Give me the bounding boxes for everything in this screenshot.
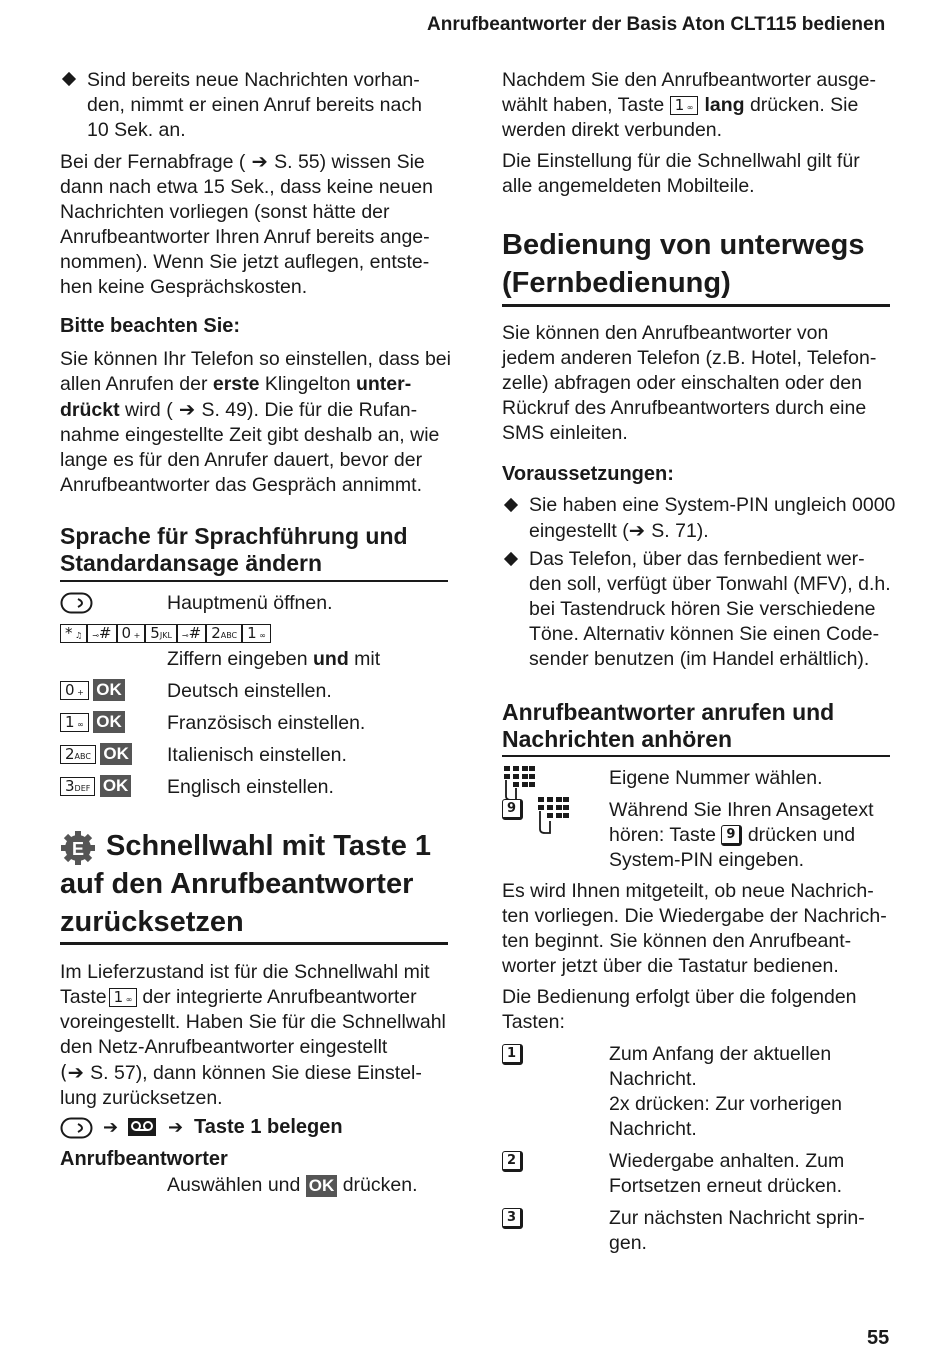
divider [60,942,448,945]
key-1: 1 ∞ [670,96,699,115]
para-line: Sie können den Anrufbeantworter von [502,322,829,344]
key-1: 1 ∞ [60,713,89,732]
divider [60,580,448,582]
paragraph [60,960,455,1111]
arrow-icon: ➔ [103,1117,119,1138]
paragraph [502,149,897,199]
arrow-icon: ➔ [168,1117,184,1138]
para-line: wählt haben, Taste 1 ∞ lang drücken. Sie [502,94,859,116]
desc-line: Wiedergabe anhalten. Zum [609,1150,845,1172]
step-text [609,798,899,873]
ok-key: OK [100,743,132,765]
ok-key: OK [93,711,125,733]
svg-text:E: E [71,839,85,859]
para-line: worter jetzt über die Tastatur bedienen. [502,955,839,977]
language-row [60,743,455,775]
para-line: alle angemeldeten Mobilteile. [502,175,755,197]
para-line: Taste 1 ∞ der integrierte Anrufbeantworter [60,986,417,1008]
para-line: Bei der Fernabfrage ( ➔ S. 55) wissen Sie [60,150,425,173]
step-text: Eigene Nummer wählen. [609,767,823,789]
key-5: 5JKL [145,624,177,643]
para-line: hen keine Gesprächskosten. [60,276,308,298]
menu-key-icon [60,592,94,614]
menu-key-icon [60,1117,94,1139]
bullet-icon [504,552,518,566]
para-line: Nachrichten vorliegen (sonst hätte der [60,201,390,223]
para-line: den Netz-Anrufbeantworter eingestellt [60,1036,388,1058]
para-line: dann nach etwa 15 Sek., dass keine neuen [60,176,433,198]
desc-line: 2x drücken: Zur vorherigen [609,1093,843,1115]
step-line: Während Sie Ihren Ansagetext [609,799,874,821]
key-2: 2 [502,1151,523,1172]
bullet-text [529,547,899,672]
key-sequence [60,624,271,643]
arrow-icon: (➔ [60,1061,91,1084]
key-9: 9 [721,825,742,846]
paragraph [502,321,897,446]
bullet-icon [504,498,518,512]
bullet-text [87,68,457,143]
heading-line: Nachrichten anhören [502,726,733,752]
desc-line: Nachricht. [609,1118,697,1140]
bullet-line: eingestellt (➔ S. 71). [529,519,709,542]
language-label: Französisch einstellen. [167,712,366,734]
section-heading [502,226,865,302]
desc-line: gen. [609,1232,647,1254]
para-line: Die Einstellung für die Schnellwahl gilt für [502,150,860,172]
requirements-title: Voraussetzungen: [502,463,674,485]
key-1: 1 [502,1044,523,1065]
ok-key: OK [306,1175,338,1197]
key-0: 0 + [117,624,146,643]
language-row [60,711,455,743]
heading-line: zurücksetzen [60,906,244,938]
paragraph [502,879,897,979]
option-label: Anrufbeantworter [60,1148,228,1170]
keypad-icon [536,797,570,835]
para-line: werden direkt verbunden. [502,119,723,141]
key-star: * ♫ [60,624,87,643]
bullet-icon [62,72,76,86]
bullet-line: 10 Sek. an. [87,119,186,141]
heading-line: (Fernbedienung) [502,267,731,299]
para-line: zelle) abfragen oder einschalten oder den [502,372,862,394]
key-2: 2ABC [60,745,96,764]
note-line: lange es für den Anrufer dauert, bevor der [60,449,423,471]
bullet-line: Sie haben eine System-PIN ungleich 0000 [529,494,896,516]
key-hash: ⊸# [177,624,206,643]
heading-line: Bedienung von unterwegs [502,229,865,261]
para-line: Nachdem Sie den Anrufbeantworter ausge- [502,69,876,91]
key-0: 0 + [60,681,89,700]
arrow-icon: ➔ [628,519,652,542]
key-3: 3 [502,1208,523,1229]
heading-line: Sprache für Sprachführung und [60,523,408,549]
bullet-text [529,493,899,544]
key-3: 3DEF [60,777,95,796]
para-line: voreingestellt. Haben Sie für die Schnellwahl [60,1011,446,1033]
para-line: ten vorliegen. Die Wiedergabe der Nachrich- [502,905,887,927]
language-list [60,679,455,807]
para-line: jedem anderen Telefon (z.B. Hotel, Telefon- [502,347,877,369]
running-header: Anrufbeantworter der Basis Aton CLT115 bedienen [427,14,886,35]
bullet-line: den, nimmt er einen Anruf bereits nach [87,94,422,116]
para-line: nommen). Wenn Sie jetzt auflegen, entste- [60,251,430,273]
note-line: drückt wird ( ➔ S. 49). Die für die Rufan- [60,398,418,421]
note-line: allen Anrufen der erste Klingelton unter- [60,373,412,395]
step-line: hören: Taste 9 drücken und [609,824,856,846]
heading-line: Schnellwahl mit Taste 1 [106,830,432,862]
bullet-line: bei Tastendruck hören Sie verschiedene [529,598,876,620]
para-line: Tasten: [502,1011,565,1033]
keypad-icon [502,766,536,800]
key-1: 1 ∞ [242,624,271,643]
para-line: Die Bedienung erfolgt über die folgenden [502,986,857,1008]
bullet-line: sender benutzen (im Handel erhältlich). [529,648,870,670]
answering-machine-icon [128,1118,156,1136]
section-heading [60,827,455,941]
paragraph [60,149,455,300]
option-desc: Auswählen und OK drücken. [167,1174,418,1196]
para-line: (➔ S. 57), dann können Sie diese Einstel- [60,1061,422,1084]
arrow-icon: ➔ [172,398,202,421]
language-label: Deutsch einstellen. [167,680,332,702]
ok-key: OK [100,775,132,797]
page-number: 55 [867,1327,890,1349]
key-9: 9 [502,799,523,820]
key-2: 2ABC [206,624,242,643]
heading-line: Standardansage ändern [60,550,323,576]
language-label: Englisch einstellen. [167,776,334,798]
language-label: Italienisch einstellen. [167,744,347,766]
menu-open-text: Hauptmenü öffnen. [167,592,333,614]
bullet-line: Töne. Alternativ können Sie einen Code- [529,623,880,645]
step-line: System-PIN eingeben. [609,849,805,871]
section-heading [60,523,408,577]
bullet-line: den soll, verfügt über Tonwahl (MFV), d.h. [529,573,891,595]
desc-line: Zum Anfang der aktuellen [609,1043,832,1065]
bullet-line: Das Telefon, über das fernbedient wer- [529,548,865,570]
para-line: lung zurücksetzen. [60,1087,223,1109]
desc-line: Fortsetzen erneut drücken. [609,1175,843,1197]
paragraph [502,985,897,1035]
divider [502,755,890,757]
key-desc [609,1149,899,1199]
para-line: Rückruf des Anrufbeantworters durch eine [502,397,867,419]
key-desc [609,1206,899,1256]
path-step: Taste 1 belegen [194,1116,343,1138]
note-line: Anrufbeantworter das Gespräch annimmt. [60,474,423,496]
note-line: nahme eingestellte Zeit gibt deshalb an, wie [60,424,440,446]
para-line: ten beginnt. Sie können den Anrufbeant- [502,930,852,952]
note-line: Sie können Ihr Telefon so einstellen, dass bei [60,348,451,370]
note-title: Bitte beachten Sie: [60,315,241,337]
digits-text: Ziffern eingeben und mit [167,648,381,670]
ok-key: OK [93,679,125,701]
language-row [60,679,455,711]
key-desc [609,1042,899,1142]
arrow-icon: ➔ [245,150,275,173]
key-1: 1 ∞ [109,988,138,1007]
section-heading [502,699,834,753]
heading-line: auf den Anrufbeantworter [60,868,414,900]
para-line: SMS einleiten. [502,422,628,444]
para-line: Es wird Ihnen mitgeteilt, ob neue Nachrich- [502,880,874,902]
key-hash: ⊸# [87,624,116,643]
desc-line: Zur nächsten Nachricht sprin- [609,1207,865,1229]
note-text [60,347,455,498]
para-line: Anrufbeantworter Ihren Anruf bereits ange- [60,226,430,248]
bullet-line: Sind bereits neue Nachrichten vorhan- [87,69,420,91]
divider [502,304,890,307]
heading-line: Anrufbeantworter anrufen und [502,699,835,725]
language-row [60,775,455,807]
paragraph [502,68,897,143]
para-line: Im Lieferzustand ist für die Schnellwahl mit [60,961,430,983]
desc-line: Nachricht. [609,1068,697,1090]
